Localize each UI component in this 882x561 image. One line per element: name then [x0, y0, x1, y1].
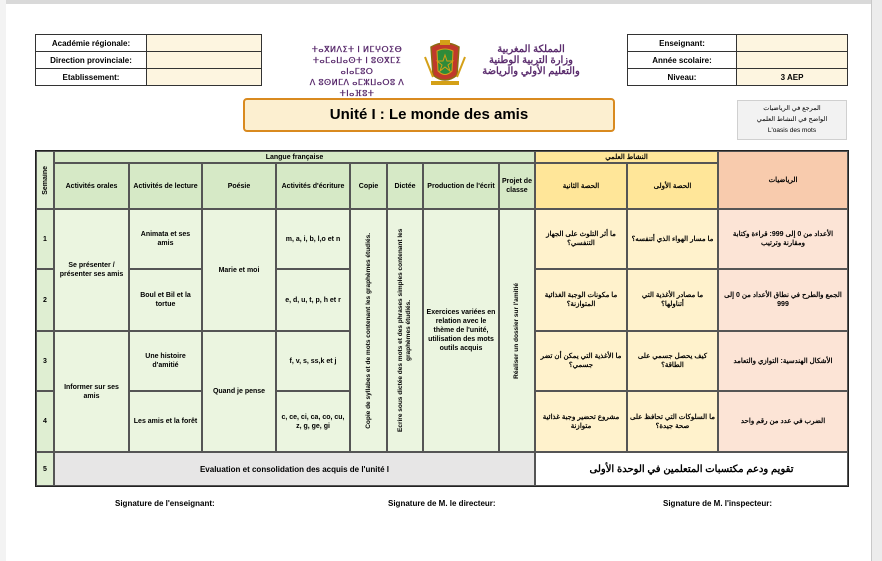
moroccan-emblem-icon [423, 37, 467, 87]
ecriture-cell: c, ce, ci, ca, co, cu, z, g, ge, gi [276, 391, 350, 452]
col-ecriture: Activités d'écriture [276, 163, 350, 209]
window-left-edge [0, 0, 6, 561]
col-poesie: Poésie [202, 163, 276, 209]
reference-box: المرجع في الرياضيات الواضح في النشاط العلمي L'oasis des mots [737, 100, 847, 140]
ministry-name-arabic: المملكة المغربية وزارة التربية الوطنية والتعليم الأولي والرياضة [482, 44, 580, 77]
niveau-value[interactable]: 3 AEP [737, 69, 848, 86]
signature-teacher: Signature de l'enseignant: [115, 499, 215, 508]
second-session-cell: ما أثر التلوث على الجهاز التنفسي؟ [535, 209, 627, 269]
window-top-edge [0, 0, 882, 4]
week-number: 5 [36, 452, 54, 486]
col-production: Production de l'écrit [423, 163, 499, 209]
evaluation-french: Evaluation et consolidation des acquis de l'unité I [54, 452, 535, 486]
oral-cell: Se présenter / présenter ses amis [54, 209, 129, 331]
math-cell: الأعداد من 0 إلى 999: قراءة وكتابة ومقارنة وترتيب [718, 209, 848, 269]
academie-label: Académie régionale: [36, 35, 147, 52]
school-info-table [35, 34, 262, 86]
col-projet: Projet de classe [499, 163, 535, 209]
projet-cell: Réaliser un dossier sur l'amitié [499, 209, 535, 452]
enseignant-value[interactable] [737, 35, 848, 52]
signature-inspector: Signature de M. l'inspecteur: [663, 499, 773, 508]
first-session-cell: ما السلوكات التي تحافظ على صحة جيدة؟ [627, 391, 718, 452]
second-session-cell: ما مكونات الوجبة الغذائية المتوازنة؟ [535, 269, 627, 331]
lecture-cell: Les amis et la forêt [129, 391, 202, 452]
direction-label: Direction provinciale: [36, 52, 147, 69]
week-number: 2 [36, 269, 54, 331]
etablissement-value[interactable] [147, 69, 262, 86]
col-oral: Activités orales [54, 163, 129, 209]
oral-cell: Informer sur ses amis [54, 331, 129, 452]
second-session-cell: مشروع تحضير وجبة غذائية متوازنة [535, 391, 627, 452]
unit-title: Unité I : Le monde des amis [243, 98, 615, 132]
week-number: 1 [36, 209, 54, 269]
first-session-cell: كيف يحصل جسمي على الطاقة؟ [627, 331, 718, 391]
ecriture-cell: m, a, i, b, l,o et n [276, 209, 350, 269]
math-cell: الأشكال الهندسية: التوازي والتعامد [718, 331, 848, 391]
col-first-session: الحصة الأولى [627, 163, 718, 209]
vertical-scrollbar[interactable] [871, 0, 882, 561]
production-cell: Exercices variées en relation avec le thème de l'unité, utilisation des mots outils acquis [423, 209, 499, 452]
col-lecture: Activités de lecture [129, 163, 202, 209]
copie-cell: Copie de syllabes et de mots contenant les graphèmes étudiés. [350, 209, 387, 452]
week-number: 3 [36, 331, 54, 391]
etablissement-label: Etablissement: [36, 69, 147, 86]
poesie-cell: Quand je pense [202, 331, 276, 452]
first-session-cell: ما مسار الهواء الذي أتنفسه؟ [627, 209, 718, 269]
col-second-session: الحصة الثانية [535, 163, 627, 209]
academie-value[interactable] [147, 35, 262, 52]
col-copie: Copie [350, 163, 387, 209]
evaluation-arabic: تقويم ودعم مكتسبات المتعلمين في الوحدة الأولى [535, 452, 848, 486]
signature-director: Signature de M. le directeur: [388, 499, 496, 508]
teacher-info-table [627, 34, 848, 86]
niveau-label: Niveau: [628, 69, 737, 86]
poesie-cell: Marie et moi [202, 209, 276, 331]
langue-francaise-header: Langue française [54, 151, 535, 163]
annee-value[interactable] [737, 52, 848, 69]
col-dictee: Dictée [387, 163, 423, 209]
ministry-name-tifinagh: ⵜⴰⴳⵍⴷⵉⵜ ⵏ ⵍⵎⵖⵔⵉⴱ ⵜⴰⵎⴰⵡⴰⵙⵜ ⵏ ⵓⵙⴳⵎⵉ ⴰⵏⴰⵎⵓⵔ ⴷ ⵓⵙⵍⵎⴷ ⴰⵎⵣⵡⴰⵔⵓ ⴷ ⵜⵏⴰⴼⵓⵜ [309, 45, 405, 98]
math-header: الرياضيات [718, 151, 848, 209]
semaine-header: Semaine [36, 151, 54, 209]
lecture-cell: Animata et ses amis [129, 209, 202, 269]
second-session-cell: ما الأغذية التي يمكن أن تضر جسمي؟ [535, 331, 627, 391]
direction-value[interactable] [147, 52, 262, 69]
lecture-cell: Boul et Bil et la tortue [129, 269, 202, 331]
math-cell: الجمع والطرح في نطاق الأعداد من 0 إلى 999 [718, 269, 848, 331]
lecture-cell: Une histoire d'amitié [129, 331, 202, 391]
math-cell: الضرب في عدد من رقم واحد [718, 391, 848, 452]
activite-scientifique-header: النشاط العلمي [535, 151, 718, 163]
planning-grid [35, 150, 849, 487]
annee-label: Année scolaire: [628, 52, 737, 69]
ecriture-cell: e, d, u, t, p, h et r [276, 269, 350, 331]
first-session-cell: ما مصادر الأغذية التي أتناولها؟ [627, 269, 718, 331]
enseignant-label: Enseignant: [628, 35, 737, 52]
dictee-cell: Ecrire sous dictée des mots et des phrases simples contenant les graphèmes étudiés. [387, 209, 423, 452]
week-number: 4 [36, 391, 54, 452]
ecriture-cell: f, v, s, ss,k et j [276, 331, 350, 391]
